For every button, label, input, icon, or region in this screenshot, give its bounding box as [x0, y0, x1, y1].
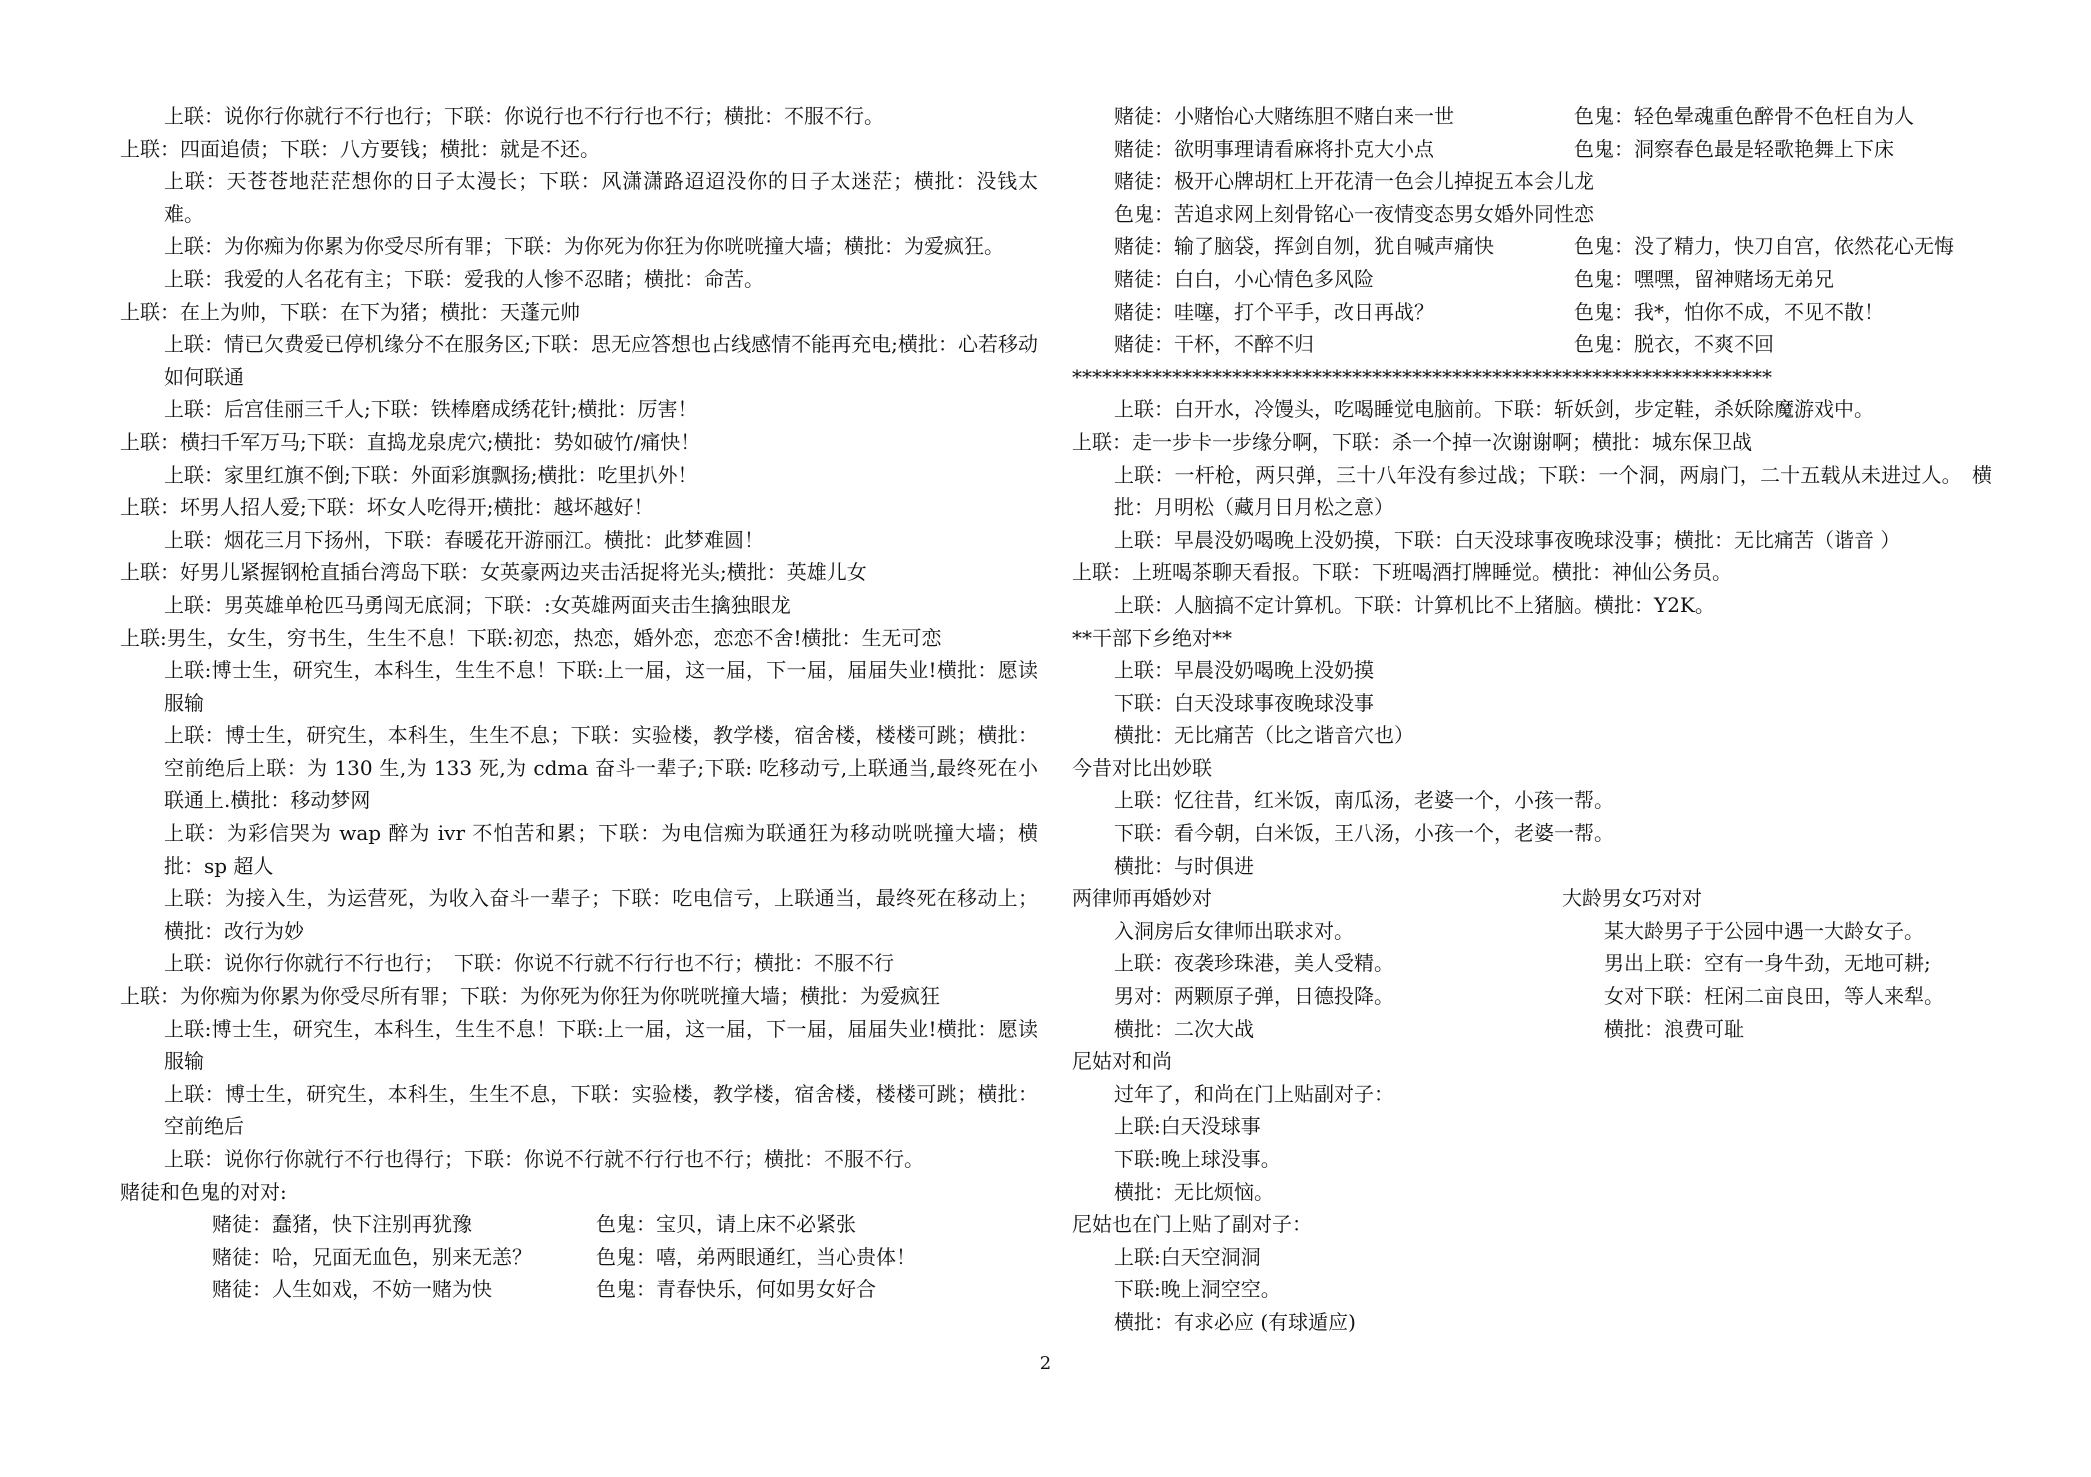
lecher-line: 色鬼：洞察春色最是轻歌艳舞上下床: [1574, 136, 1894, 161]
gambler-lecher-singles: [1072, 165, 1992, 230]
gambler-line: 赌徒：输了脑袋，挥剑自刎，犹自喊声痛快: [1114, 234, 1494, 259]
text-line: 上联：我爱的人名花有主；下联：爱我的人惨不忍睹；横批：命苦。: [164, 266, 764, 291]
right-couplet-list: [1072, 393, 1992, 882]
couplet-pair: [120, 1208, 1038, 1241]
gambler-line: 赌徒：小赌怡心大赌练胆不赌白来一世: [1114, 104, 1454, 128]
text-line: 上联：忆往昔，红米饭，南瓜汤，老婆一个，小孩一帮。: [1114, 788, 1614, 813]
text-line: 上联：天苍苍地茫茫想你的日子太漫长；下联：风潇潇路迢迢没你的日子太迷茫；横批：没钱太难。: [164, 169, 1038, 226]
gambler-line: 赌徒：白白，小心情色多风险: [1114, 266, 1374, 291]
text-line: 上联:博士生，研究生，本科生，生生不息！下联:上一届，这一届，下一届，届届失业!横批：愿读服输: [164, 658, 1038, 715]
couplet-pair: [1072, 133, 1992, 166]
text-line: 赌徒：极开心牌胡杠上开花清一色会儿掉捉五本会儿龙: [1114, 169, 1594, 194]
left-couplet-list: [120, 100, 1038, 1208]
text-line: 上联：情已欠费爱已停机缘分不在服务区;下联：思无应答想也占线感情不能再充电;横批：心若移动如何联通: [164, 332, 1038, 389]
text-line: 横批：有求必应 (有球遁应): [1114, 1309, 1356, 1334]
gambler-lecher-pairs: [120, 1208, 1038, 1306]
gambler-lecher-pairs-more: [1072, 230, 1992, 360]
text-line: 尼姑也在门上贴了副对子：: [1072, 1212, 1312, 1237]
text-line: 上联：好男儿紧握钢枪直插台湾岛下联：女英豪两边夹击活捉将光头;横批：英雄儿女: [120, 560, 867, 585]
lecher-line: 色鬼：嘿嘿，留神赌场无弟兄: [1574, 266, 1834, 291]
older-couple-section: [1562, 882, 1982, 1045]
text-line: 上联：男英雄单枪匹马勇闯无底洞；下联：:女英雄两面夹击生擒独眼龙: [164, 592, 791, 617]
text-line: 横批：与时俱进: [1114, 853, 1254, 878]
text-line: 上联：夜袭珍珠港，美人受精。: [1114, 951, 1394, 976]
text-line: 上联：说你行你就行不行也行；下联：你说行也不行行也不行；横批：不服不行。: [164, 104, 884, 128]
text-line: 上联：上班喝茶聊天看报。下联：下班喝酒打牌睡觉。横批：神仙公务员。: [1072, 560, 1732, 585]
couplet-pair: [1072, 263, 1992, 296]
text-line: 上联：在上为帅，下联：在下为猪；横批：天蓬元帅: [120, 299, 580, 324]
text-line: 两律师再婚妙对: [1072, 886, 1212, 911]
text-line: 横批：浪费可耻: [1604, 1016, 1744, 1041]
text-line: 上联：博士生，研究生，本科生，生生不息；下联：实验楼，教学楼，宿舍楼，楼楼可跳；横批：空前绝后上联：为 130 生,为 133 死,为 cdma 奋斗一辈子;下联: 吃移动亏,上联通当,最终死在小联通上.横批：移动梦网: [164, 723, 1038, 813]
text-line: 下联:晚上洞空空。: [1114, 1277, 1281, 1302]
text-line: 下联：看今朝，白米饭，王八汤，小孩一个，老婆一帮。: [1114, 821, 1614, 846]
lawyers-remarriage-section: [1072, 882, 1562, 1045]
nun-monk-section: [1072, 1045, 1992, 1338]
text-line: 上联：烟花三月下扬州，下联：春暖花开游丽江。横批：此梦难圆！: [164, 527, 764, 552]
text-line: 上联：白开水，冷馒头，吃喝睡觉电脑前。下联：斩妖剑，步定鞋，杀妖除魔游戏中。: [1114, 397, 1874, 422]
text-line: 今昔对比出妙联: [1072, 755, 1212, 780]
lecher-line: 色鬼：没了精力，快刀自宫，依然花心无悔: [1574, 234, 1954, 259]
couplet-pair: [120, 1273, 1038, 1306]
gambler-line: 赌徒：哇噻，打个平手，改日再战？: [1114, 299, 1434, 324]
text-line: 上联：一杆枪，两只弹，三十八年没有参过战；下联：一个洞，两扇门，二十五载从未进过人。 横批：月明松（藏月日月松之意）: [1114, 462, 1992, 520]
text-line: **干部下乡绝对**: [1072, 625, 1232, 650]
text-line: 某大龄男子于公园中遇一大龄女子。: [1604, 918, 1924, 943]
gambler-line: 赌徒：干杯，不醉不归: [1114, 332, 1314, 357]
text-line: 上联：博士生，研究生，本科生，生生不息，下联：实验楼，教学楼，宿舍楼，楼楼可跳；横批：空前绝后: [164, 1081, 1038, 1139]
text-line: 上联：后宫佳丽三千人;下联：铁棒磨成绣花针;横批：厉害！: [164, 397, 698, 422]
text-line: 横批：无比烦恼。: [1114, 1179, 1274, 1204]
couplet-pair: [1072, 100, 1992, 133]
text-line: 女对下联：枉闲二亩良田，等人来犁。: [1604, 984, 1944, 1009]
lecher-line: 色鬼：青春快乐，何如男女好合: [596, 1277, 876, 1302]
text-line: 上联：早晨没奶喝晚上没奶摸: [1114, 658, 1374, 683]
text-line: 上联：横扫千军万马;下联：直捣龙泉虎穴;横批：势如破竹/痛快！: [120, 429, 701, 454]
text-line: 上联：为你痴为你累为你受尽所有罪；下联：为你死为你狂为你咣咣撞大墙；横批：为爱疯狂。: [164, 234, 1004, 259]
text-line: 上联：家里红旗不倒;下联：外面彩旗飘扬;横批：吃里扒外！: [164, 462, 698, 487]
text-line: 上联:白天空洞洞: [1114, 1244, 1261, 1269]
text-line: 男对：两颗原子弹，日德投降。: [1114, 984, 1394, 1009]
text-line: 过年了，和尚在门上贴副对子：: [1114, 1081, 1394, 1106]
text-line: 上联:男生，女生，穷书生，生生不息！下联:初恋，热恋，婚外恋，恋恋不舍!横批：生无可恋: [120, 625, 942, 650]
lecher-line: 色鬼：宝贝，请上床不必紧张: [596, 1212, 856, 1237]
gambler-line: 赌徒：欲明事理请看麻将扑克大小点: [1114, 136, 1434, 161]
text-line: 上联：为你痴为你累为你受尽所有罪；下联：为你死为你狂为你咣咣撞大墙；横批：为爱疯狂: [120, 984, 940, 1009]
gambler-line: 赌徒：人生如戏，不妨一赌为快: [212, 1277, 492, 1302]
text-line: 上联：说你行你就行不行也行； 下联：你说不行就不行行也不行；横批：不服不行: [164, 951, 894, 976]
text-line: 上联：走一步卡一步缘分啊，下联：杀一个掉一次谢谢啊；横批：城东保卫战: [1072, 429, 1752, 454]
text-line: 入洞房后女律师出联求对。: [1114, 918, 1354, 943]
gambler-lecher-pairs-continued: [1072, 100, 1992, 165]
separator-stars: **********************************************************************: [1072, 364, 1772, 389]
couplet-pair: [120, 1241, 1038, 1274]
couplet-pair: [1072, 328, 1992, 361]
text-line: 上联:白天没球事: [1114, 1114, 1261, 1139]
couplet-pair: [1072, 230, 1992, 263]
page-number: 2: [1039, 1353, 1052, 1374]
lecher-line: 色鬼：嘻，弟两眼通红，当心贵体！: [596, 1244, 916, 1269]
text-line: 上联：为彩信哭为 wap 醉为 ivr 不怕苦和累；下联：为电信痴为联通狂为移动咣咣撞大墙；横批：sp 超人: [164, 821, 1038, 878]
lecher-line: 色鬼：我*，怕你不成，不见不散！: [1574, 299, 1884, 324]
text-line: 大龄男女巧对对: [1562, 886, 1702, 911]
text-line: 上联：说你行你就行不行也得行；下联：你说不行就不行行也不行；横批：不服不行。: [164, 1147, 924, 1171]
lecher-line: 色鬼：轻色晕魂重色醉骨不色枉自为人: [1574, 104, 1914, 128]
left-column: [120, 100, 1038, 1306]
text-line: 上联：早晨没奶喝晚上没奶摸，下联：白天没球事夜晚球没事；横批：无比痛苦（谐音 ）: [1114, 527, 1901, 552]
gambler-line: 赌徒：蠢猪，快下注别再犹豫: [212, 1212, 472, 1237]
couplet-pair: [1072, 296, 1992, 329]
text-line: 赌徒和色鬼的对对:: [120, 1179, 287, 1204]
text-line: 上联:博士生，研究生，本科生，生生不息！下联:上一届，这一届，下一届，届届失业!横批：愿读服输: [164, 1016, 1038, 1074]
lecher-line: 色鬼：脱衣，不爽不回: [1574, 332, 1774, 357]
right-column: [1072, 100, 1992, 1339]
two-column-section: [1072, 882, 1992, 1045]
text-line: 横批：无比痛苦（比之谐音穴也）: [1114, 723, 1414, 748]
text-line: 尼姑对和尚: [1072, 1049, 1172, 1074]
text-line: 上联：坏男人招人爱;下联：坏女人吃得开;横批：越坏越好！: [120, 495, 654, 520]
text-line: 男出上联：空有一身牛劲，无地可耕;: [1604, 951, 1931, 976]
text-line: 上联：为接入生，为运营死，为收入奋斗一辈子；下联：吃电信亏，上联通当，最终死在移动上；横批：改行为妙: [164, 886, 1038, 943]
text-line: 横批：二次大战: [1114, 1016, 1254, 1041]
text-line: 下联：白天没球事夜晚球没事: [1114, 690, 1374, 715]
text-line: 上联：四面追债；下联：八方要钱；横批：就是不还。: [120, 136, 600, 161]
gambler-line: 赌徒：哈，兄面无血色，别来无恙？: [212, 1244, 532, 1269]
text-line: 色鬼：苦追求网上刻骨铭心一夜情变态男女婚外同性恋: [1114, 201, 1594, 226]
text-line: 上联：人脑搞不定计算机。下联：计算机比不上猪脑。横批：Y2K。: [1114, 592, 1715, 617]
text-line: 下联:晚上球没事。: [1114, 1147, 1281, 1171]
